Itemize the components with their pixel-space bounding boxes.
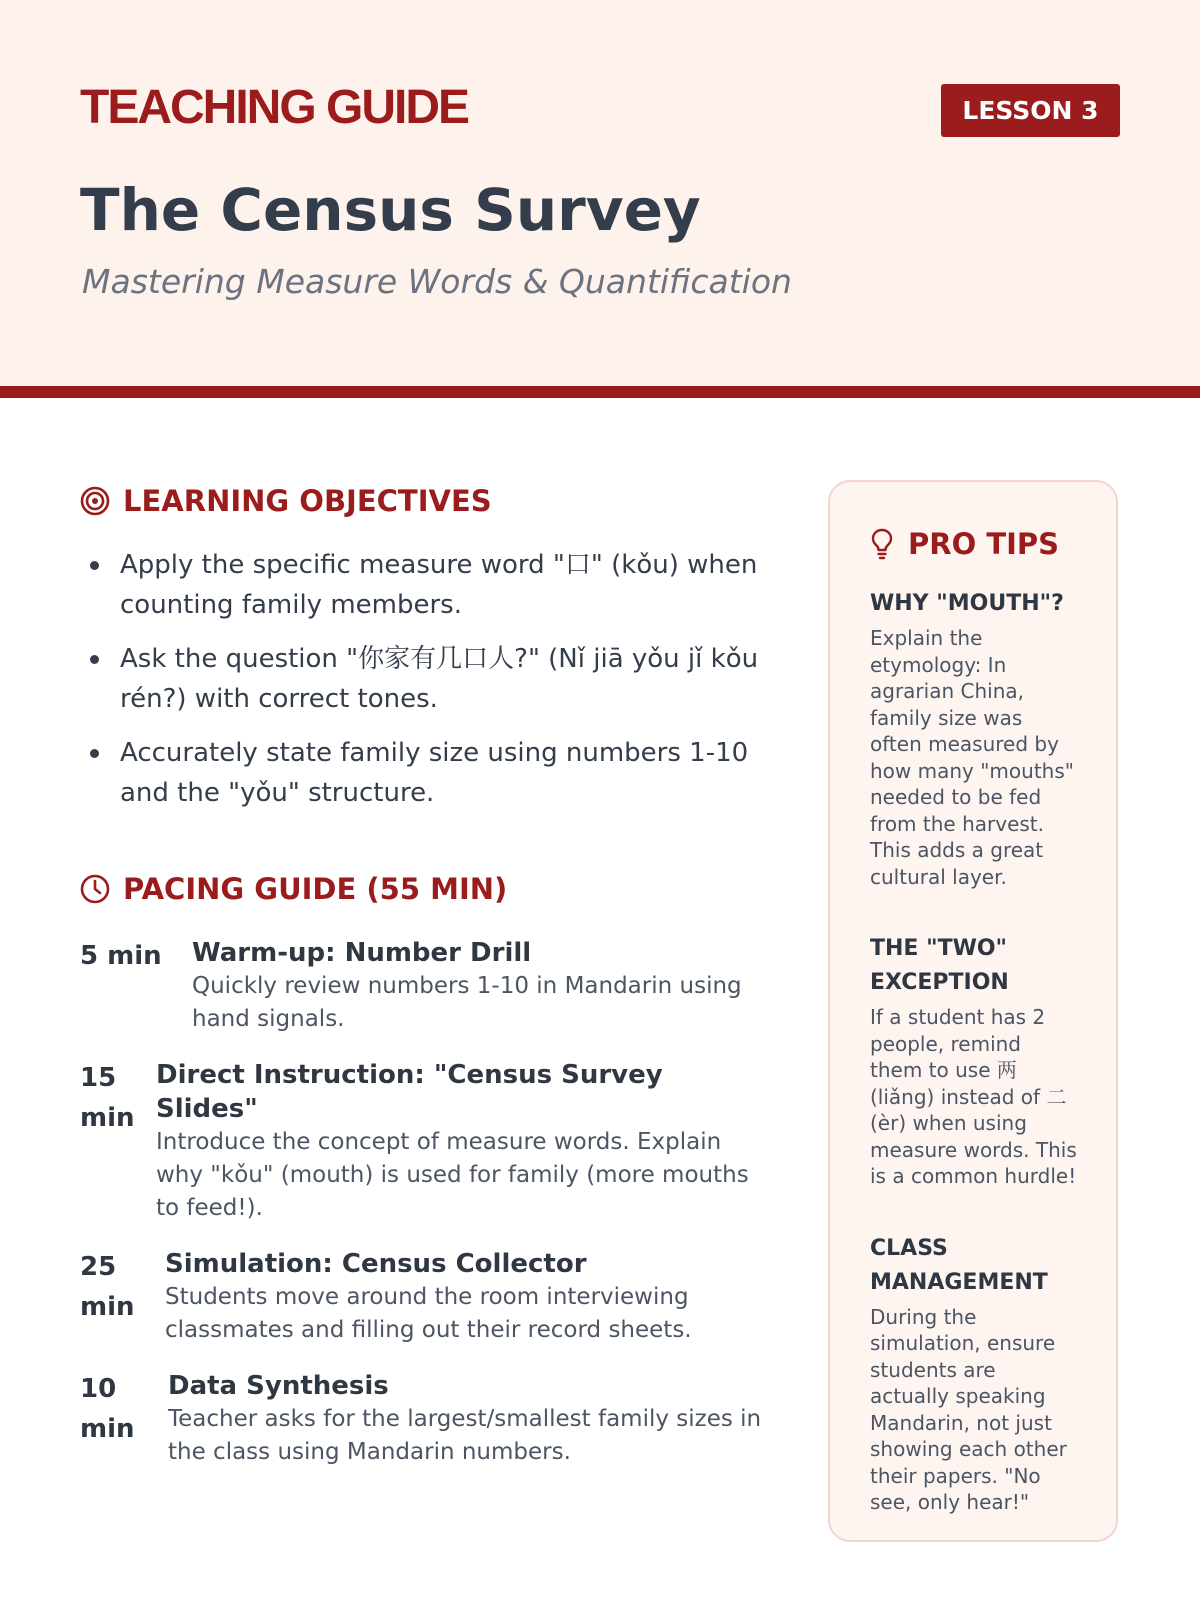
pacing-heading-label: PACING GUIDE (55 MIN) bbox=[123, 872, 508, 906]
brand-title: TEACHING GUIDE bbox=[80, 81, 469, 134]
pacing-activity-desc: Students move around the room interviewing classmates and filling out their record sheets. bbox=[165, 1284, 692, 1343]
pacing-time: 10 min bbox=[80, 1374, 135, 1444]
list-item: Ask the question "你家有几口人?" (Nǐ jiā yǒu jǐ kǒu rén?) with correct tones. bbox=[80, 639, 760, 719]
header bbox=[0, 0, 1200, 398]
pro-tips-panel bbox=[828, 480, 1118, 1542]
pacing-row bbox=[80, 1247, 770, 1347]
pacing-time: 15 min bbox=[80, 1063, 135, 1133]
pacing-activity-desc: Teacher asks for the largest/smallest family sizes in the class using Mandarin numbers. bbox=[168, 1406, 762, 1465]
list-item: Apply the specific measure word "口" (kǒu) when counting family members. bbox=[80, 545, 760, 625]
pacing-row bbox=[80, 936, 770, 1036]
lesson-badge: LESSON 3 bbox=[941, 84, 1120, 137]
tip-body: During the simulation, ensure students are actually speaking Mandarin, not just showing each other their papers. "No see, only hear!" bbox=[870, 1304, 1067, 1514]
list-item: Accurately state family size using numbers 1-10 and the "yǒu" structure. bbox=[80, 733, 760, 813]
pro-tips-heading-label: PRO TIPS bbox=[908, 527, 1060, 561]
pacing-activity-title: Warm-up: Number Drill bbox=[192, 938, 532, 968]
tip-title: WHY "MOUTH"? bbox=[870, 591, 1064, 616]
pacing-row bbox=[80, 1369, 770, 1469]
pacing-row bbox=[80, 1058, 770, 1225]
pacing-activity-title: Direct Instruction: "Census Survey Slides" bbox=[156, 1060, 663, 1124]
page-title: The Census Survey bbox=[80, 176, 701, 244]
target-icon bbox=[80, 486, 110, 516]
pro-tips-heading bbox=[870, 527, 1078, 561]
objectives-list bbox=[80, 545, 760, 827]
page-subtitle: Mastering Measure Words & Quantification bbox=[82, 262, 792, 301]
lightbulb-icon bbox=[870, 528, 894, 560]
pacing-activity-title: Data Synthesis bbox=[168, 1371, 389, 1401]
pacing-time: 25 min bbox=[80, 1252, 135, 1322]
pacing-activity-title: Simulation: Census Collector bbox=[165, 1249, 587, 1279]
clock-icon bbox=[80, 874, 110, 904]
tip-title: THE "TWO" EXCEPTION bbox=[870, 936, 1009, 995]
tip-body: If a student has 2 people, remind them to use 两 (liǎng) instead of 二 (èr) when using measure words. This is a common hurdle! bbox=[870, 1005, 1077, 1188]
pacing-activity-desc: Introduce the concept of measure words. Explain why "kǒu" (mouth) is used for family (more mouths to feed!). bbox=[156, 1129, 749, 1221]
pacing-activity-desc: Quickly review numbers 1-10 in Mandarin using hand signals. bbox=[192, 973, 742, 1032]
objectives-heading-label: LEARNING OBJECTIVES bbox=[123, 484, 492, 518]
pacing-time: 5 min bbox=[80, 941, 162, 971]
tip-body: Explain the etymology: In agrarian China, family size was often measured by how many "mouths" needed to be fed from the harvest. This adds a great cultural layer. bbox=[870, 626, 1074, 889]
pacing-list bbox=[80, 936, 770, 1491]
pacing-heading bbox=[80, 872, 507, 906]
objectives-heading bbox=[80, 484, 492, 518]
tip-title: CLASS MANAGEMENT bbox=[870, 1235, 1048, 1295]
